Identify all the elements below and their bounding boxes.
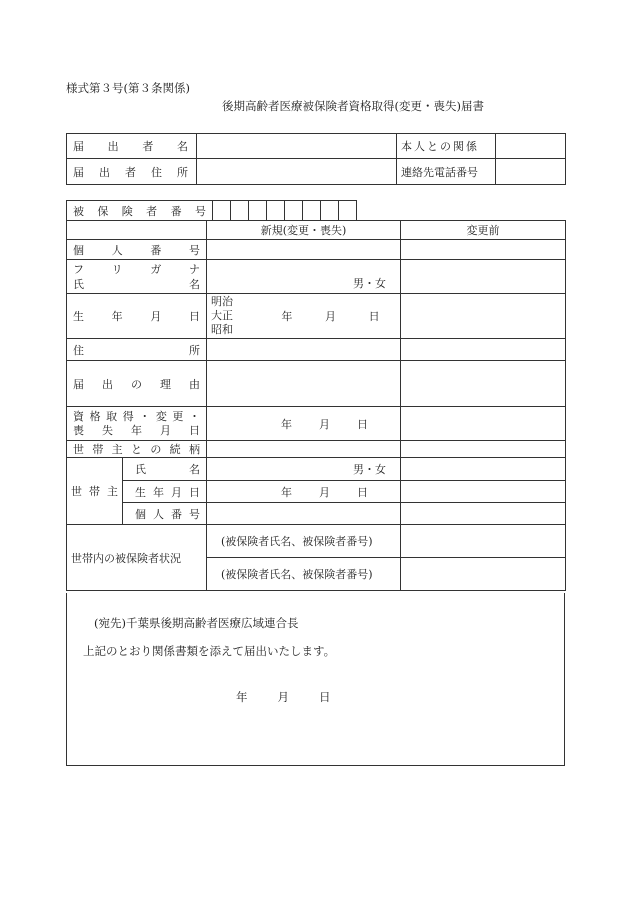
hh-number-label xyxy=(123,503,207,525)
gender-options[interactable]: 男・女 xyxy=(353,463,386,476)
header-blank xyxy=(67,221,207,240)
address-label xyxy=(67,339,207,361)
label-spread: 氏 名 xyxy=(73,277,200,291)
relationship-label xyxy=(67,441,207,458)
notifier-address-field[interactable] xyxy=(197,159,397,185)
relationship-field[interactable] xyxy=(207,441,401,458)
householder-label xyxy=(67,458,123,525)
notifier-table xyxy=(66,133,566,185)
name-field[interactable] xyxy=(207,260,401,294)
insured-number-digit[interactable] xyxy=(303,201,321,221)
household-status-label: 世帯内の被保険者状況 xyxy=(67,525,207,591)
notifier-address-label xyxy=(67,159,197,185)
household-entry-2[interactable]: (被保険者氏名、被保険者番号) xyxy=(207,558,401,591)
acquisition-date-label xyxy=(67,407,207,441)
insured-number-digit[interactable] xyxy=(267,201,285,221)
insured-table xyxy=(66,220,566,591)
insured-number-digit[interactable] xyxy=(231,201,249,221)
label-spread: 世 帯 主 と の 続 柄 xyxy=(73,443,200,456)
my-number-field[interactable] xyxy=(207,240,401,260)
page-title: 後期高齢者医療被保険者資格取得(変更・喪失)届書 xyxy=(222,99,484,113)
my-number-label xyxy=(67,240,207,260)
dob-field[interactable] xyxy=(207,294,401,339)
declaration-text: 上記のとおり関係書類を添えて届出いたします。 xyxy=(83,644,336,658)
hh-name-field[interactable] xyxy=(207,458,401,481)
label-spread: 氏 名 xyxy=(135,463,200,476)
form-id: 様式第３号(第３条関係) xyxy=(66,81,190,95)
label-spread: 住 所 xyxy=(73,343,200,357)
insured-number-label xyxy=(67,201,213,221)
notifier-name-field[interactable] xyxy=(197,134,397,159)
label-spread: 生 年 月 日 xyxy=(135,485,200,499)
insured-number-digit[interactable] xyxy=(339,201,357,221)
insured-number-row xyxy=(66,200,357,221)
reason-field[interactable] xyxy=(207,361,401,407)
hh-number-before[interactable] xyxy=(401,503,566,525)
name-before[interactable] xyxy=(401,260,566,294)
label-spread: 資 格 取 得 ・ 変 更 ・ xyxy=(73,409,200,423)
dob-label xyxy=(67,294,207,339)
insured-number-digit[interactable] xyxy=(213,201,231,221)
name-label xyxy=(67,260,207,294)
dob-row xyxy=(211,295,396,337)
notifier-name-label xyxy=(67,134,197,159)
relation-label: 本人との関係 xyxy=(397,134,496,159)
declaration-date[interactable]: 年 月 日 xyxy=(236,690,331,704)
relation-field[interactable] xyxy=(496,134,566,159)
ymd-labels: 年 月 日 xyxy=(281,310,380,323)
ymd-labels: 年 月 日 xyxy=(281,485,368,499)
hh-dob-before[interactable] xyxy=(401,481,566,503)
addressee: (宛先)千葉県後期高齢者医療広域連合長 xyxy=(94,616,299,630)
acquisition-date-field[interactable] xyxy=(207,407,401,441)
label-spread: フ リ ガ ナ xyxy=(73,262,200,276)
reason-before[interactable] xyxy=(401,361,566,407)
phone-label: 連絡先電話番号 xyxy=(397,159,496,185)
hh-dob-label xyxy=(123,481,207,503)
household-entry-2-before[interactable] xyxy=(401,558,566,591)
insured-number-digit[interactable] xyxy=(285,201,303,221)
insured-number-digit[interactable] xyxy=(249,201,267,221)
phone-field[interactable] xyxy=(496,159,566,185)
label-spread: 被 保 険 者 番 号 xyxy=(73,204,206,218)
address-field[interactable] xyxy=(207,339,401,361)
label-spread: 届 出 者 住 所 xyxy=(73,165,188,179)
label-spread: 個 人 番 号 xyxy=(73,243,200,257)
label-spread: 届 出 の 理 由 xyxy=(73,377,200,391)
hh-name-label xyxy=(123,458,207,481)
relationship-before[interactable] xyxy=(401,441,566,458)
address-before[interactable] xyxy=(401,339,566,361)
hh-number-field[interactable] xyxy=(207,503,401,525)
era-options[interactable]: 明治 大正 昭和 xyxy=(211,295,233,336)
reason-label xyxy=(67,361,207,407)
label-spread: 届 出 者 名 xyxy=(73,140,188,153)
hh-name-before[interactable] xyxy=(401,458,566,481)
insured-number-digit[interactable] xyxy=(321,201,339,221)
household-entry-1[interactable]: (被保険者氏名、被保険者番号) xyxy=(207,525,401,558)
label-spread: 世 帯 主 xyxy=(71,485,118,498)
acquisition-date-before[interactable] xyxy=(401,407,566,441)
my-number-before[interactable] xyxy=(401,240,566,260)
col-before-header: 変更前 xyxy=(401,221,566,240)
ymd-labels: 年 月 日 xyxy=(281,417,368,431)
col-new-header: 新規(変更・喪失) xyxy=(207,221,401,240)
household-entry-1-before[interactable] xyxy=(401,525,566,558)
hh-dob-field[interactable] xyxy=(207,481,401,503)
label-spread: 喪 失 年 月 日 xyxy=(73,423,200,437)
label-spread: 生 年 月 日 xyxy=(73,310,200,323)
dob-before[interactable] xyxy=(401,294,566,339)
gender-options[interactable]: 男・女 xyxy=(353,277,386,290)
label-spread: 個 人 番 号 xyxy=(135,507,200,521)
